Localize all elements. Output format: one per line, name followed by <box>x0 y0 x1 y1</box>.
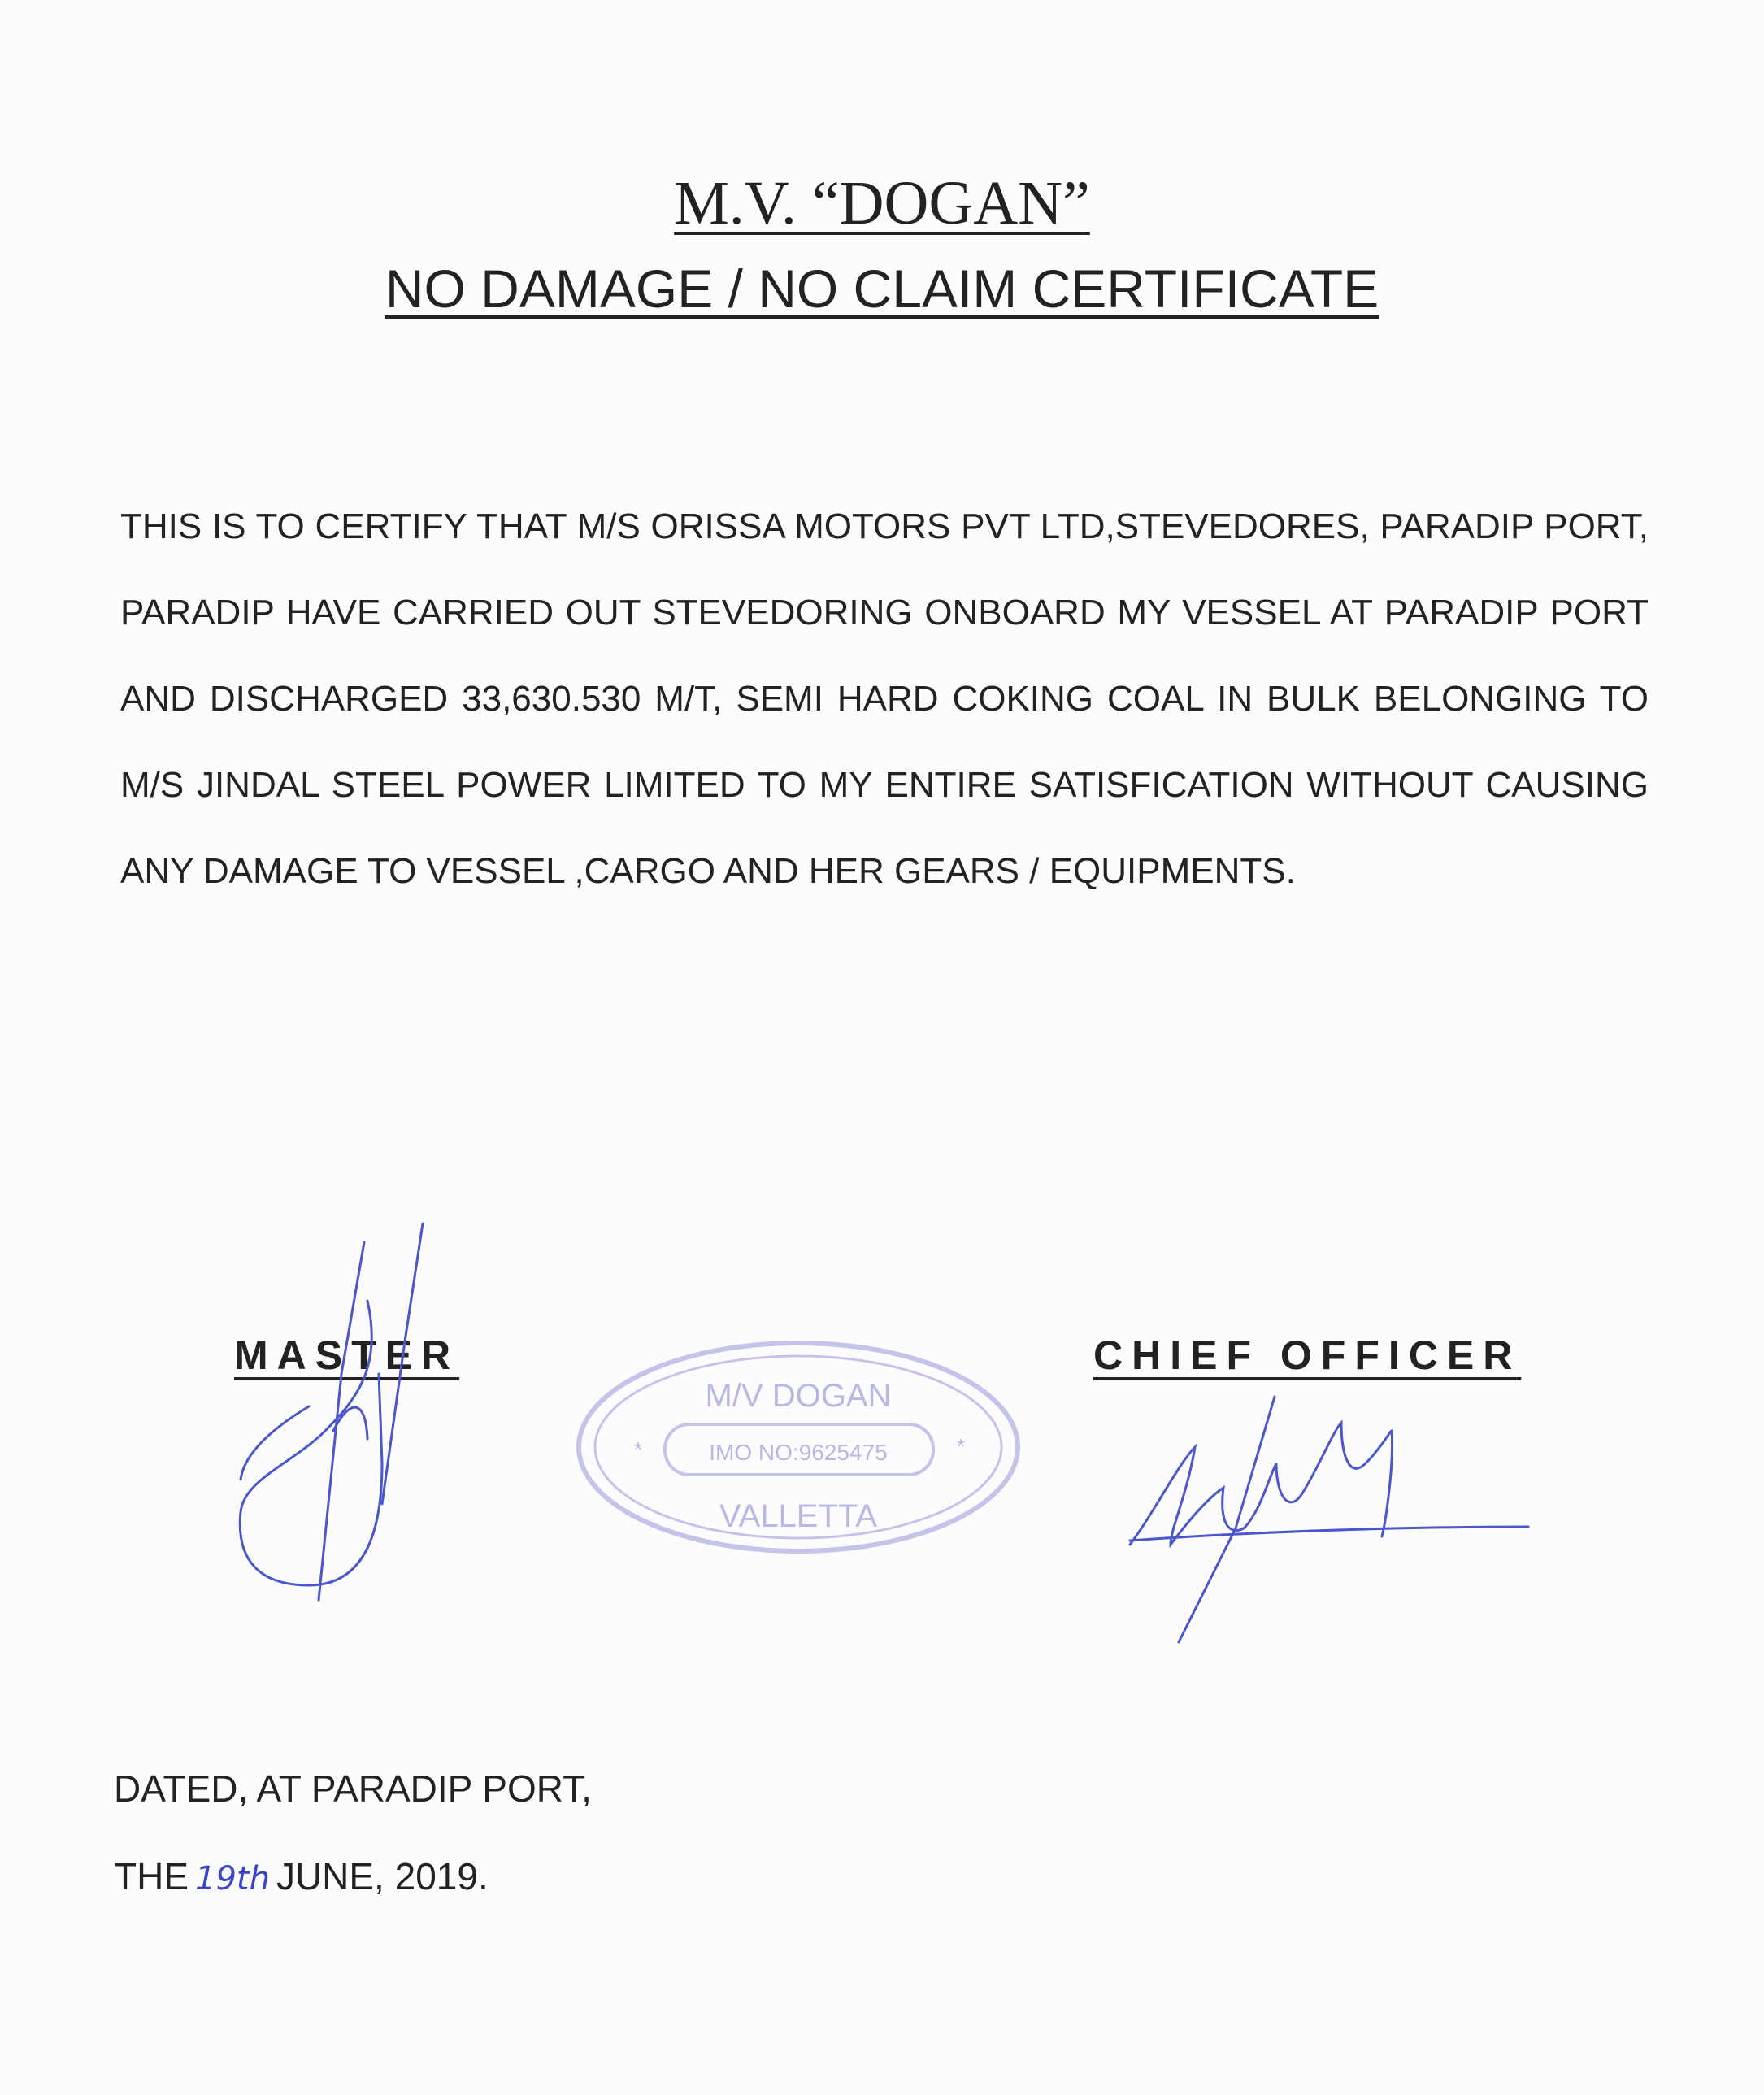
date-suffix: JUNE, 2019. <box>276 1855 489 1897</box>
handwritten-day: 19th <box>195 1860 270 1897</box>
stamp-port: VALLETTA <box>719 1498 878 1534</box>
certificate-title-text: NO DAMAGE / NO CLAIM CERTIFICATE <box>385 259 1379 319</box>
svg-text:*: * <box>633 1437 643 1462</box>
date-prefix: THE <box>114 1855 189 1897</box>
vessel-name-text: M.V. “DOGAN” <box>674 169 1090 237</box>
master-label: MASTER <box>234 1332 460 1378</box>
vessel-stamp <box>579 1343 1018 1551</box>
dated-date <box>114 1852 489 1903</box>
stamp-imo: IMO NO:9625475 <box>709 1440 888 1465</box>
master-signature <box>240 1224 423 1600</box>
chief-officer-signature <box>1130 1397 1528 1642</box>
dated-place: DATED, AT PARADIP PORT, <box>114 1767 592 1810</box>
stamp-vessel-name: M/V DOGAN <box>705 1378 892 1414</box>
certificate-body: THIS IS TO CERTIFY THAT M/S ORISSA MOTORS PVT LTD,STEVEDORES, PARADIP PORT, PARADIP HAVE CARRIED OUT STEVEDORING ONBOARD MY VESSEL AT PARADIP PORT AND DISCHARGED 33,630.530 M/T, SEMI HARD COKING COAL IN BULK BELONGING TO M/S JINDAL STEEL POWER LIMITED TO MY ENTIRE SATISFICATION WITHOUT CAUSING ANY DAMAGE TO VESSEL ,CARGO AND HER GEARS / EQUIPMENTS. <box>120 506 1649 891</box>
svg-text:*: * <box>956 1434 966 1458</box>
chief-officer-label: CHIEF OFFICER <box>1093 1332 1522 1378</box>
